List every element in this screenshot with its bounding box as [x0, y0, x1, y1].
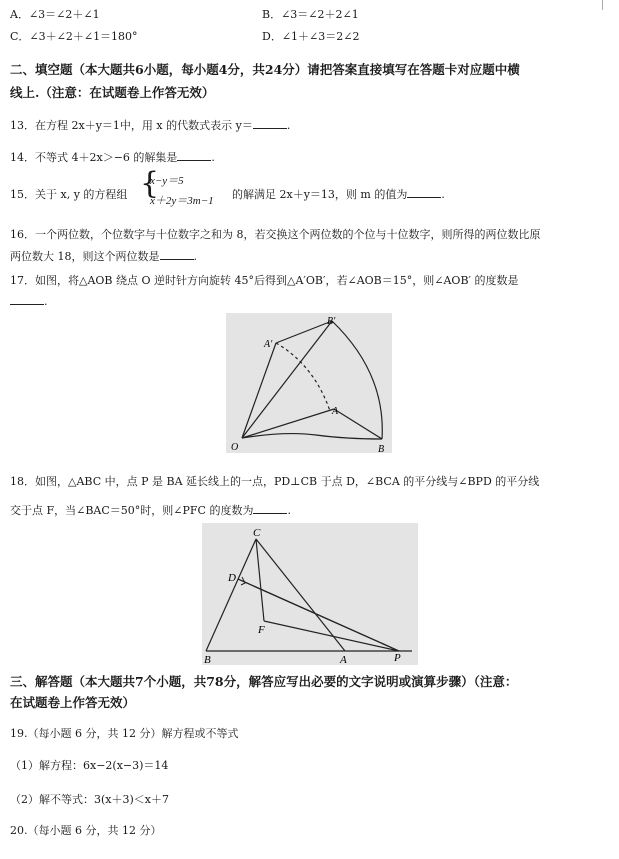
question-13-text: 13．在方程 2x＋y＝1中，用 x 的代数式表示 y＝ [10, 119, 253, 132]
page-corner-mark [602, 0, 603, 10]
question-13: 13．在方程 2x＋y＝1中，用 x 的代数式表示 y＝ . [10, 119, 291, 132]
label-P: P [394, 652, 401, 664]
option-b: B．∠3＝∠2＋2∠1 [262, 8, 359, 21]
label-A: A [332, 406, 339, 417]
brace-glyph: { [140, 166, 160, 201]
answer-blank [253, 118, 287, 129]
answer-blank [253, 503, 287, 514]
question-19-title: 19.（每小题 6 分，共 12 分）解方程或不等式 [10, 727, 239, 740]
question-14: 14．不等式 4＋2x＞−6 的解集是 . [10, 151, 215, 164]
answer-blank [177, 150, 211, 161]
question-17-line2: . [10, 294, 48, 308]
question-16-line1: 16．一个两位数，个位数字与十位数字之和为 8，若交换这个两位数的个位与十位数字，则所得的两位数比原 [10, 228, 541, 241]
section2-heading-line1: 二、填空题（本大题共6小题，每小题4分，共24分）请把答案直接填写在答题卡对应题中横 [10, 62, 520, 77]
answer-blank [407, 187, 441, 198]
label-C: C [253, 527, 261, 539]
label-A: A [340, 654, 347, 665]
label-Ap: A′ [264, 339, 273, 350]
figure-18-background [202, 523, 418, 665]
equation-1: x−y＝5 [150, 175, 184, 187]
question-15-prefix: 15．关于 x, y 的方程组 [10, 188, 128, 201]
figure-17-rotation [226, 313, 392, 453]
question-16-line2-text: 两位数大 18，则这个两位数是 [10, 250, 160, 263]
answer-blank [10, 294, 44, 305]
label-B: B [378, 444, 385, 453]
label-F: F [258, 624, 265, 636]
equation-2: x＋2y＝3m−1 [150, 195, 214, 207]
answer-blank [160, 249, 194, 260]
question-19-part2: （2）解不等式：3(x＋3)＜x＋7 [10, 793, 169, 806]
question-17-line1: 17．如图，将△AOB 绕点 O 逆时针方向旋转 45°后得到△A′OB′，若∠AOB＝15°，则∠AOB′ 的度数是 [10, 274, 519, 287]
question-18-line1: 18．如图，△ABC 中，点 P 是 BA 延长线上的一点，PD⊥CB 于点 D，∠BCA 的平分线与∠BPD 的平分线 [10, 475, 540, 488]
label-Bp: B′ [327, 316, 336, 327]
question-14-text: 14．不等式 4＋2x＞−6 的解集是 [10, 151, 178, 164]
figure-18-triangle [202, 523, 418, 665]
label-O: O [231, 442, 239, 453]
question-18-line2-text: 交于点 F，当∠BAC＝50°时，则∠PFC 的度数为 [10, 504, 254, 517]
option-c: C．∠3＋∠2＋∠1＝180° [10, 30, 138, 43]
section3-heading-line2: 在试题卷上作答无效） [10, 695, 136, 710]
label-B: B [204, 654, 211, 665]
question-16-line2: 两位数大 18，则这个两位数是 . [10, 250, 197, 263]
label-D: D [228, 572, 236, 584]
figure-17-background [226, 313, 392, 453]
question-19-part1: （1）解方程：6x−2(x−3)＝14 [10, 759, 169, 772]
section2-heading-line2: 线上.（注意：在试题卷上作答无效） [10, 85, 215, 100]
question-15-suffix: 的解满足 2x＋y＝13，则 m 的值为 . [232, 188, 445, 201]
question-15-suffix-text: 的解满足 2x＋y＝13，则 m 的值为 [232, 188, 408, 201]
option-d: D．∠1＋∠3＝2∠2 [262, 30, 360, 43]
section3-heading-line1: 三、解答题（本大题共7个小题，共78分，解答应写出必要的文字说明或演算步骤）（注意： [10, 674, 518, 689]
question-18-line2: 交于点 F，当∠BAC＝50°时，则∠PFC 的度数为 . [10, 504, 291, 517]
question-20-title: 20.（每小题 6 分，共 12 分） [10, 824, 162, 837]
option-a: A．∠3＝∠2＋∠1 [10, 8, 100, 21]
